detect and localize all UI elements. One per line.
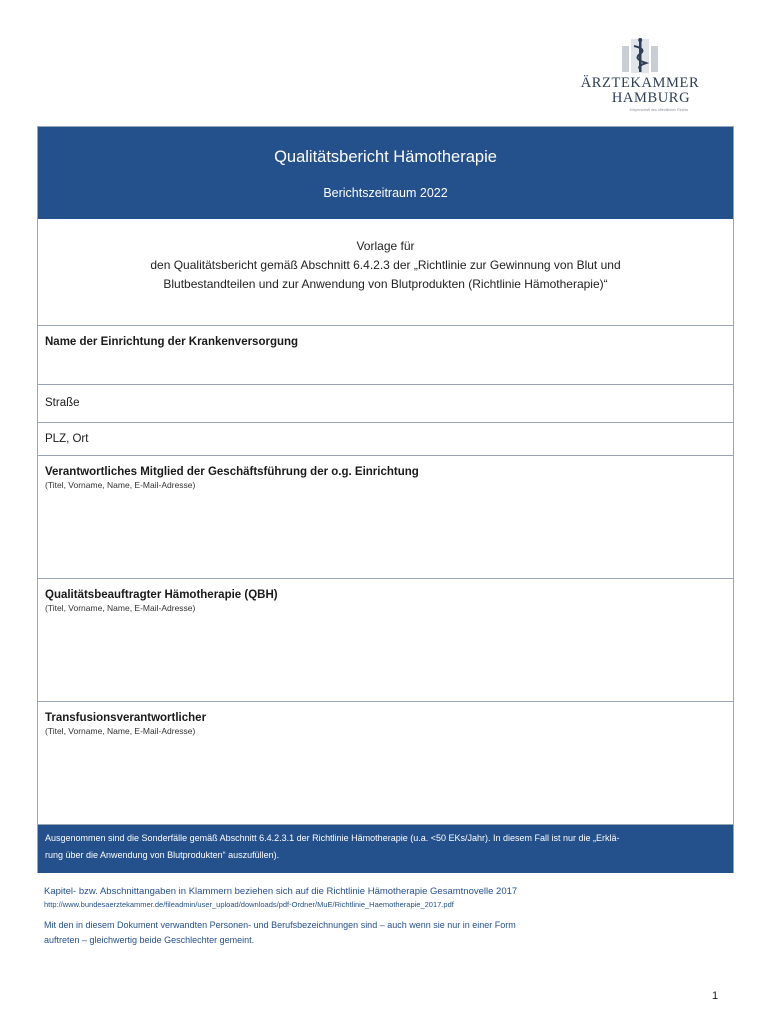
street-label: Straße [45, 397, 80, 409]
gender-note [44, 918, 684, 948]
page-title: Qualitätsbericht Hämotherapie [274, 148, 497, 166]
report-period: Berichtszeitraum 2022 [323, 186, 448, 200]
intro-line-2: den Qualitätsbericht gemäß Abschnitt 6.4.2.3 der „Richtlinie zur Gewinnung von Blut und [150, 258, 621, 272]
exception-note-line-1: Ausgenommen sind die Sonderfälle gemäß Abschnitt 6.4.2.3.1 der Richtlinie Hämotherapie (u.a. <50 EKs/Jahr). In diesem Fall ist nur die „Erklä- [45, 833, 620, 843]
management-field[interactable] [38, 456, 733, 579]
form-header [38, 127, 733, 219]
footer [44, 886, 684, 948]
logo-name-line2: HAMBURG [611, 90, 691, 106]
intro-line-1: Vorlage für [356, 239, 415, 253]
gender-note-line-2: auftreten – gleichwertig beide Geschlechter gemeint. [44, 935, 255, 945]
qbh-hint: (Titel, Vorname, Name, E-Mail-Adresse) [45, 603, 196, 613]
management-hint: (Titel, Vorname, Name, E-Mail-Adresse) [45, 480, 196, 490]
chapter-note: Kapitel- bzw. Abschnittangaben in Klammern beziehen sich auf die Richtlinie Hämotherapie Gesamtnovelle 2017 [44, 886, 518, 897]
intro-line-3: Blutbestandteilen und zur Anwendung von Blutprodukten (Richtlinie Hämotherapie)“ [163, 277, 608, 291]
institution-name-field[interactable] [38, 326, 733, 385]
transfusion-hint: (Titel, Vorname, Name, E-Mail-Adresse) [45, 726, 196, 736]
city-label: PLZ, Ort [45, 433, 89, 445]
street-field[interactable] [38, 385, 733, 423]
logo [560, 36, 720, 120]
exception-note [38, 825, 733, 873]
exception-note-line-2: rung über die Anwendung von Blutprodukten“ auszufüllen). [45, 850, 280, 860]
institution-name-label: Name der Einrichtung der Krankenversorgung [45, 336, 299, 348]
caduceus-icon [619, 36, 661, 76]
logo-subline: Körperschaft des öffentlichen Rechts [629, 108, 689, 112]
qbh-field[interactable] [38, 579, 733, 702]
intro-section [38, 219, 733, 326]
logo-name-line1: ÄRZTEKAMMER [580, 75, 700, 91]
transfusion-field[interactable] [38, 702, 733, 825]
city-field[interactable] [38, 423, 733, 456]
transfusion-label: Transfusionsverantwortlicher [45, 712, 207, 724]
qbh-label: Qualitätsbeauftragter Hämotherapie (QBH) [45, 589, 278, 601]
gender-note-line-1: Mit den in diesem Dokument verwandten Personen- und Berufsbezeichnungen sind – auch wenn sie nur in einer Form [44, 920, 516, 930]
page-number: 1 [712, 990, 719, 1002]
management-label: Verantwortliches Mitglied der Geschäftsführung der o.g. Einrichtung [45, 466, 419, 478]
guideline-url[interactable]: http://www.bundesaerztekammer.de/fileadmin/user_upload/downloads/pdf-Ordner/MuE/Richtlinie_Haemotherapie_2017.pdf [44, 900, 454, 909]
report-form [37, 126, 734, 873]
